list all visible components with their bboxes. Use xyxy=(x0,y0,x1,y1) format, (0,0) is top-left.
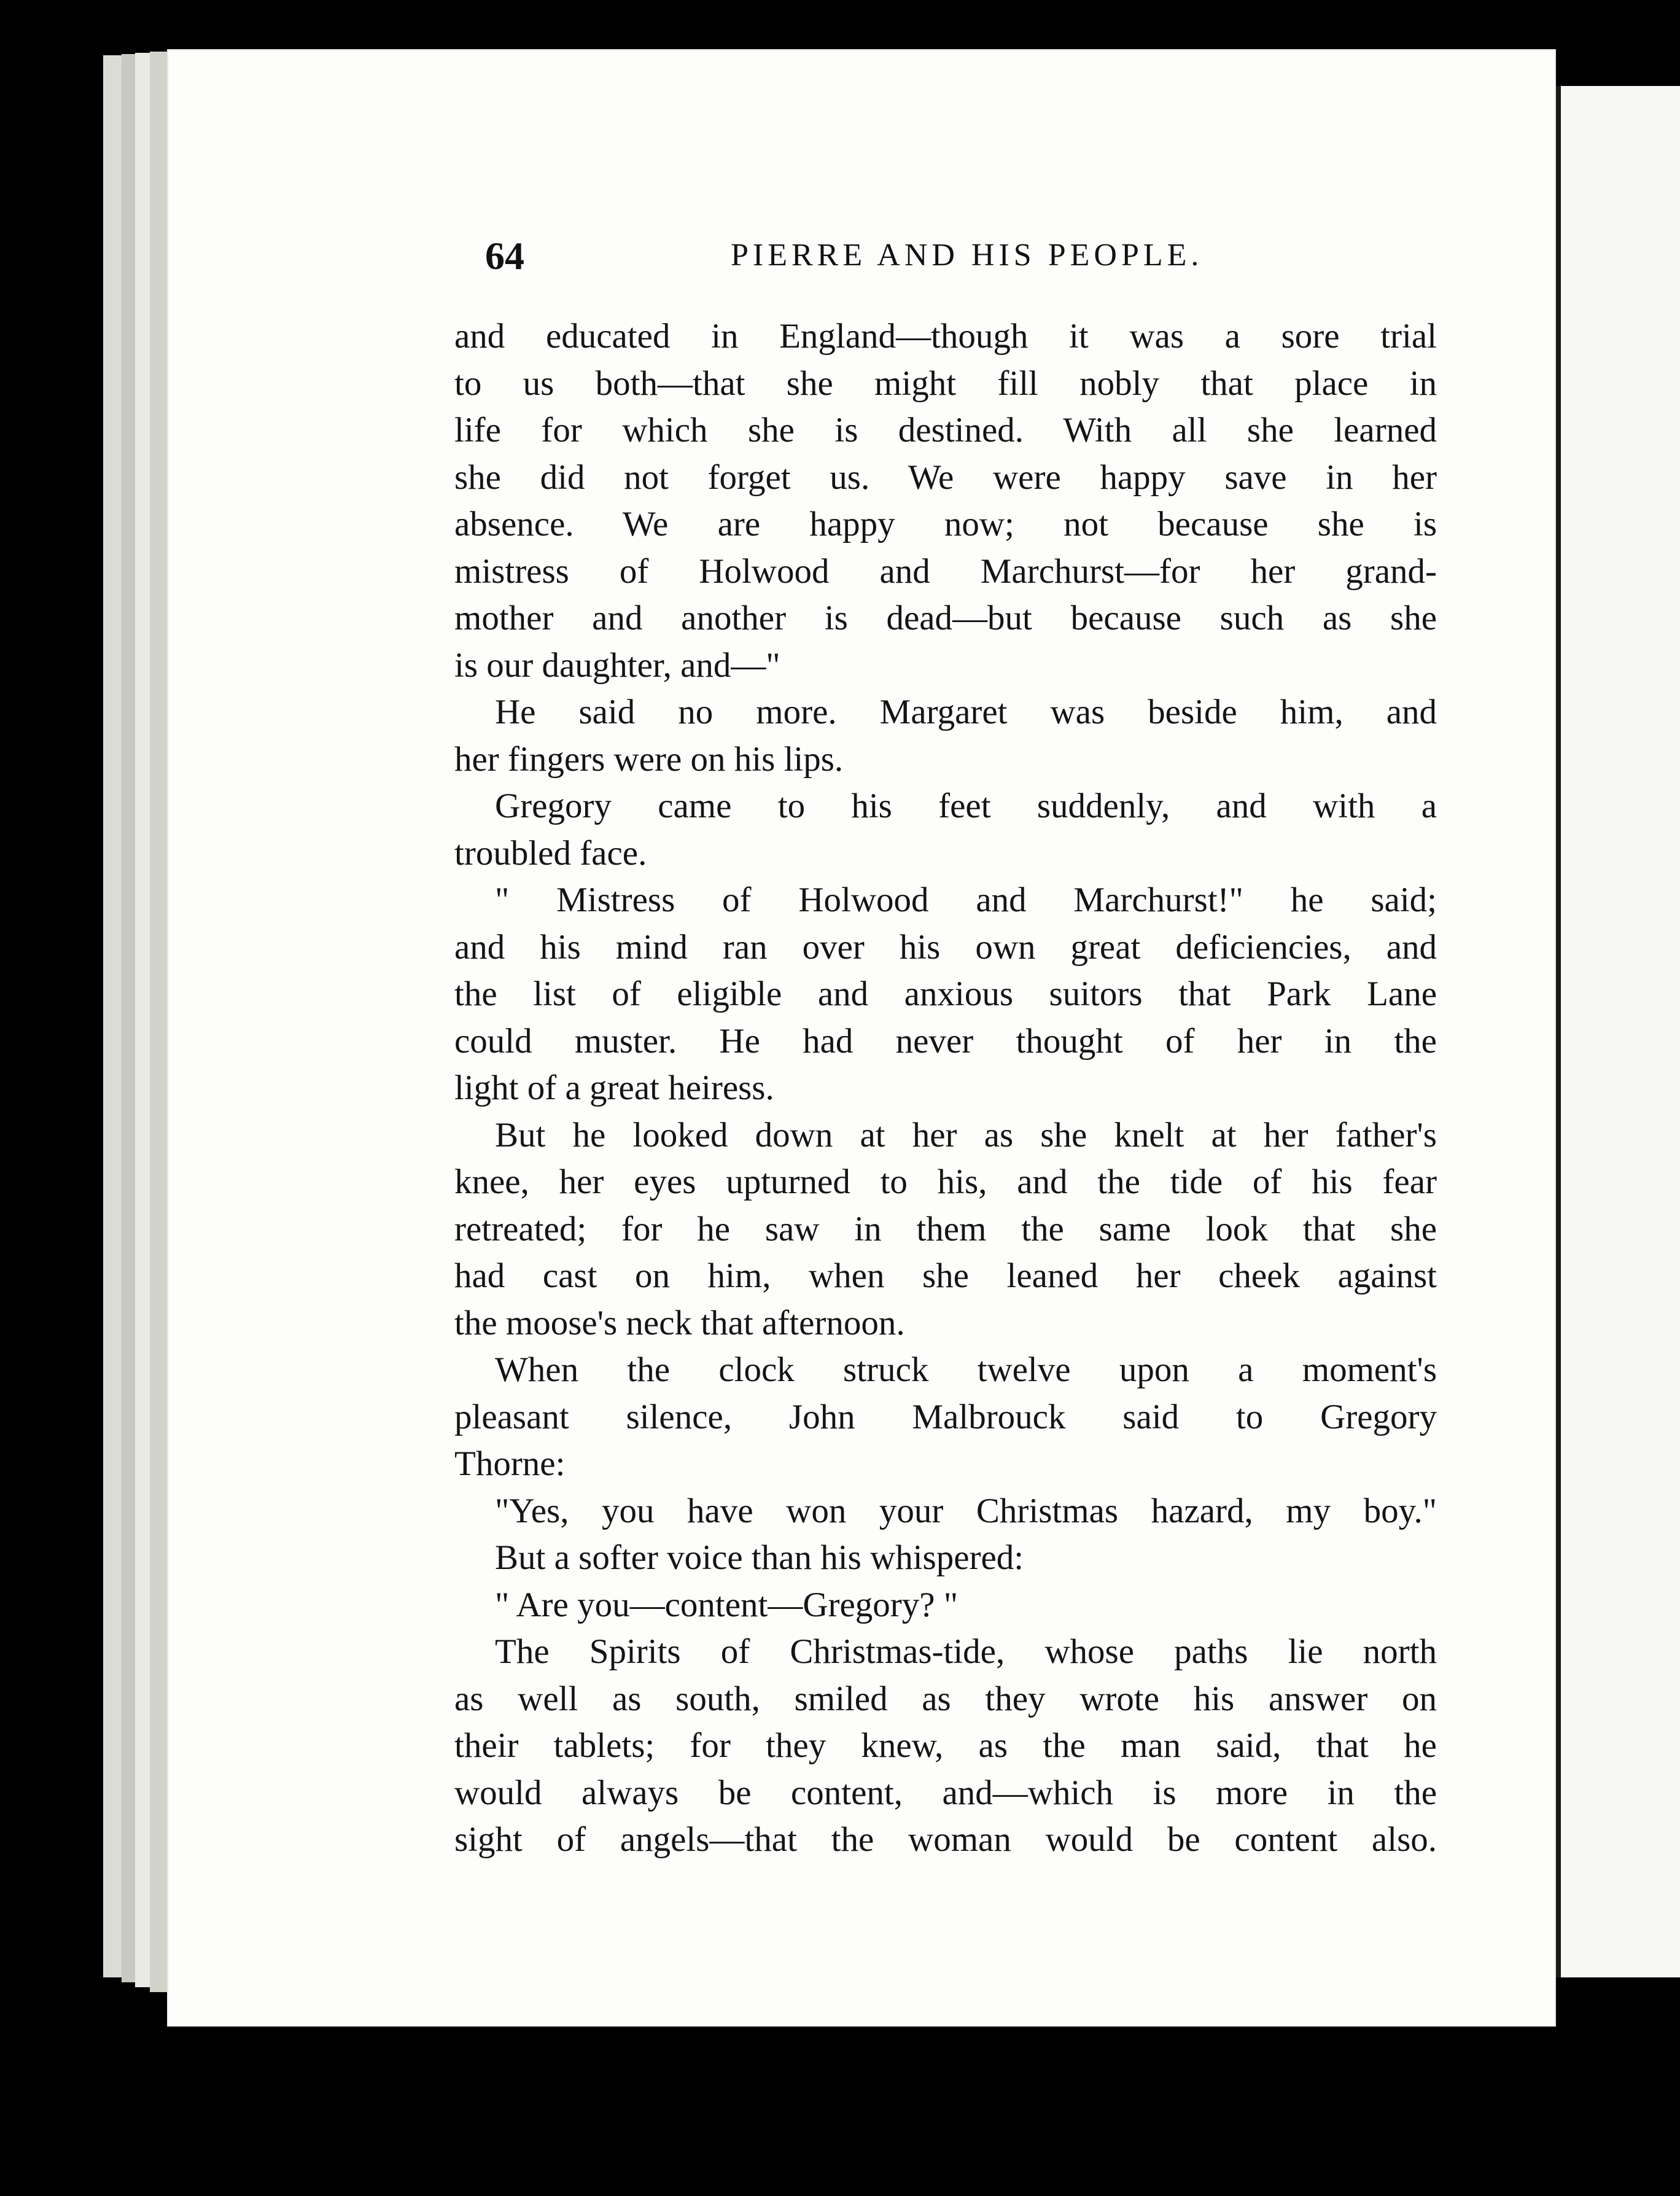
page-header xyxy=(485,233,1228,289)
page-edge xyxy=(103,55,122,1977)
text-line: and his mind ran over his own great deficiencies, and xyxy=(454,927,1437,967)
text-line: " Are you—content—Gregory? " xyxy=(495,1585,959,1624)
facing-page-edge xyxy=(1556,86,1680,1977)
text-line: light of a great heiress. xyxy=(454,1069,774,1107)
page-edge xyxy=(150,52,168,1992)
text-line: Gregory came to his feet suddenly, and with a xyxy=(495,787,1437,825)
text-line: to us both—that she might fill nobly that place in xyxy=(454,364,1437,403)
text-line: pleasant silence, John Malbrouck said to Gregory xyxy=(454,1397,1437,1436)
text-line: The Spirits of Christmas-tide, whose paths lie north xyxy=(495,1632,1437,1671)
text-line: "Yes, you have won your Christmas hazard, my boy." xyxy=(495,1491,1437,1530)
text-line: had cast on him, when she leaned her cheek against xyxy=(454,1256,1437,1295)
text-line: troubled face. xyxy=(454,833,647,873)
scan-bottom-shadow xyxy=(98,2027,1680,2196)
text-line: would always be content, and—which is more in the xyxy=(454,1773,1437,1812)
text-line: is our daughter, and—" xyxy=(454,645,780,685)
page-edge xyxy=(135,53,150,1987)
text-line: knee, her eyes upturned to his, and the tide of his fear xyxy=(454,1162,1437,1201)
text-line: mistress of Holwood and Marchurst—for her grand- xyxy=(454,551,1437,591)
text-line: she did not forget us. We were happy save in her xyxy=(454,457,1437,497)
text-line: their tablets; for they knew, as the man said, that he xyxy=(454,1726,1437,1765)
text-line: But he looked down at her as she knelt at her father's xyxy=(495,1115,1437,1154)
body-text xyxy=(454,313,1437,1864)
text-line: But a softer voice than his whispered: xyxy=(495,1538,1024,1577)
text-line: the list of eligible and anxious suitors that Park Lane xyxy=(454,975,1437,1013)
text-line: could muster. He had never thought of her in the xyxy=(454,1021,1437,1061)
text-line: sight of angels—that the woman would be content also. xyxy=(454,1820,1437,1859)
text-line: Thorne: xyxy=(454,1444,566,1483)
text-line: retreated; for he saw in them the same look that she xyxy=(454,1209,1437,1248)
text-line: He said no more. Margaret was beside him, and xyxy=(495,693,1437,731)
text-line: " Mistress of Holwood and Marchurst!" he said; xyxy=(495,881,1437,919)
running-title: PIERRE AND HIS PEOPLE. xyxy=(731,238,1204,273)
text-line: life for which she is destined. With all she learned xyxy=(454,411,1437,450)
page-edge xyxy=(122,54,135,1982)
text-line: the moose's neck that afternoon. xyxy=(454,1303,905,1342)
text-line: and educated in England—though it was a sore trial xyxy=(454,317,1437,356)
text-line: absence. We are happy now; not because she is xyxy=(454,505,1437,543)
text-line: her fingers were on his lips. xyxy=(454,739,844,779)
page-number: 64 xyxy=(485,234,524,278)
text-line: as well as south, smiled as they wrote his answer on xyxy=(454,1679,1437,1718)
text-line: mother and another is dead—but because such as she xyxy=(454,599,1437,637)
text-line: When the clock struck twelve upon a moment's xyxy=(495,1350,1437,1389)
